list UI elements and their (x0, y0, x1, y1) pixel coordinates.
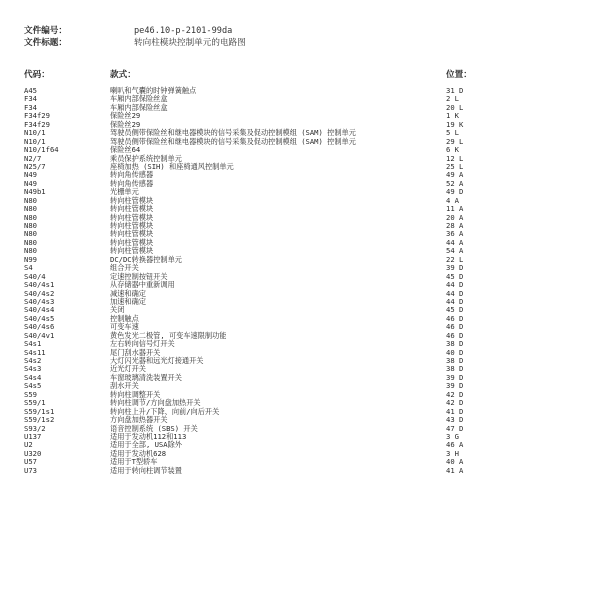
table-row (0, 306, 601, 314)
component-description: 喇叭和气囊的时钟弹簧触点 (110, 86, 197, 95)
table-row (0, 450, 601, 458)
component-list (0, 87, 601, 475)
table-row (0, 391, 601, 399)
component-description: 刮水开关 (110, 381, 139, 391)
component-code: N10/1 (24, 128, 46, 138)
component-position: 40 A (446, 457, 464, 467)
component-code: U57 (24, 457, 37, 467)
component-description: 乘员保护系统控制单元 (110, 153, 182, 163)
component-position: 44 D (446, 280, 464, 290)
component-description: 转向柱管模块 (110, 221, 154, 230)
component-description: 减速和确定 (110, 288, 146, 298)
table-row (0, 458, 601, 466)
component-code: N80 (24, 204, 37, 214)
component-code: N80 (24, 246, 37, 256)
table-row (0, 222, 601, 230)
component-description: 黄色发光二极管, 可变车速限制功能 (110, 330, 227, 340)
doc-title-value: 转向柱模块控制单元的电路图 (134, 38, 246, 48)
component-description: 适用于转向柱调节装置 (110, 465, 182, 475)
table-row (0, 408, 601, 416)
component-code: S40/4s3 (24, 296, 55, 306)
component-position: 20 A (446, 212, 464, 222)
component-description: 车厢内部保险丝盒 (110, 102, 168, 112)
component-code: S59/1 (24, 398, 46, 408)
component-code: N49 (24, 170, 37, 180)
component-position: 46 D (446, 322, 464, 332)
component-code: S4s11 (24, 347, 46, 357)
component-description: 转向柱管模块 (110, 246, 154, 256)
table-row (0, 323, 601, 331)
component-position: 44 D (446, 288, 464, 298)
component-code: S40/4 (24, 271, 46, 281)
component-position: 1 K (446, 111, 459, 121)
table-row (0, 382, 601, 390)
table-row (0, 467, 601, 475)
component-code: S4s4 (24, 372, 42, 382)
component-position: 42 D (446, 398, 464, 408)
component-code: N10/1 (24, 136, 46, 146)
component-description: 方向盘加热器开关 (110, 415, 168, 425)
component-position: 39 D (446, 263, 464, 273)
component-position: 49 A (446, 170, 464, 180)
component-description: 转向柱管模块 (110, 212, 154, 222)
component-code: U320 (24, 448, 42, 458)
component-position: 47 D (446, 423, 464, 433)
table-row (0, 357, 601, 365)
column-header-code: 代码： (24, 70, 50, 80)
component-code: N49b1 (24, 187, 46, 197)
table-row (0, 239, 601, 247)
component-position: 11 A (446, 204, 464, 214)
component-description: 关闭 (110, 305, 125, 315)
component-code: U2 (24, 440, 33, 450)
component-code: S40/4s1 (24, 280, 55, 290)
component-description: 组合开关 (110, 263, 139, 273)
table-row (0, 214, 601, 222)
component-code: S4s3 (24, 364, 42, 374)
component-description: 左右转向信号灯开关 (110, 339, 175, 349)
table-row (0, 155, 601, 163)
component-description: 控制触点 (110, 313, 139, 323)
component-description: 大灯闪光器和远光灯接通开关 (110, 356, 204, 365)
component-description: 转向角传感器 (110, 178, 154, 188)
component-code: S59/1s2 (24, 415, 55, 425)
component-description: 转向柱管模块 (110, 204, 154, 214)
component-position: 3 H (446, 448, 459, 458)
component-position: 45 D (446, 271, 464, 281)
table-row (0, 273, 601, 281)
component-code: S40/4s5 (24, 313, 55, 323)
table-row (0, 188, 601, 196)
doc-number-value: pe46.10-p-2101-99da (134, 26, 233, 36)
table-row (0, 349, 601, 357)
component-code: F34 (24, 94, 37, 104)
component-description: 座椅加热 (SIH) 和座椅通风控制单元 (110, 161, 234, 171)
doc-title-label: 文件标题： (24, 38, 67, 48)
table-row (0, 87, 601, 95)
component-description: 转向柱调节/方向盘加热开关 (110, 398, 201, 408)
component-description: 可变车速 (110, 322, 139, 332)
component-position: 3 G (446, 431, 459, 441)
table-row (0, 230, 601, 238)
component-position: 20 L (446, 102, 464, 112)
component-position: 54 A (446, 246, 464, 256)
component-description: 保险丝29 (110, 119, 141, 129)
table-row (0, 374, 601, 382)
component-code: N2/7 (24, 153, 42, 163)
component-code: F34f29 (24, 119, 50, 129)
component-code: N80 (24, 212, 37, 222)
component-description: 从存储器中重新调用 (110, 280, 175, 290)
component-description: 适用于全部, USA除外 (110, 440, 182, 450)
component-description: 转向柱管模块 (110, 229, 154, 239)
table-row (0, 205, 601, 213)
table-row (0, 315, 601, 323)
component-code: S40/4s6 (24, 322, 55, 332)
component-position: 41 A (446, 465, 464, 475)
column-header-position: 位置： (446, 70, 472, 80)
component-code: S4s2 (24, 356, 42, 365)
table-row (0, 95, 601, 103)
table-row (0, 399, 601, 407)
component-description: DC/DC转换器控制单元 (110, 254, 182, 264)
component-code: S4s5 (24, 381, 42, 391)
component-position: 42 D (446, 389, 464, 399)
component-description: 驾驶员侧带保险丝和继电器模块的信号采集及促动控制模组 (SAM) 控制单元 (110, 136, 356, 146)
table-row (0, 197, 601, 205)
component-code: U137 (24, 431, 42, 441)
component-code: F34 (24, 102, 37, 112)
component-description: 适用于发动机628 (110, 448, 167, 458)
component-position: 49 D (446, 187, 464, 197)
table-row (0, 425, 601, 433)
component-description: 转向柱上升/下降、向前/向后开关 (110, 406, 220, 416)
component-position: 41 D (446, 406, 464, 416)
table-row (0, 138, 601, 146)
component-description: 车厢内部保险丝盒 (110, 94, 168, 104)
component-code: N25/7 (24, 161, 46, 171)
component-code: S40/4v1 (24, 330, 55, 340)
component-description: 尾门刮水器开关 (110, 347, 161, 357)
component-position: 46 D (446, 330, 464, 340)
table-row (0, 104, 601, 112)
component-code: N80 (24, 229, 37, 239)
component-position: 38 D (446, 356, 464, 365)
component-description: 保险丝64 (110, 145, 141, 155)
component-code: S40/4s2 (24, 288, 55, 298)
table-row (0, 264, 601, 272)
component-description: 适用于T型轿车 (110, 457, 158, 467)
component-description: 加速和确定 (110, 296, 146, 306)
component-position: 4 A (446, 195, 459, 205)
component-position: 12 L (446, 153, 464, 163)
component-position: 44 A (446, 237, 464, 247)
component-description: 定速控制按钮开关 (110, 271, 168, 281)
table-row (0, 256, 601, 264)
component-description: 转向柱管模块 (110, 195, 154, 205)
table-row (0, 163, 601, 171)
component-position: 46 D (446, 313, 464, 323)
component-code: N80 (24, 195, 37, 205)
table-row (0, 365, 601, 373)
component-code: N49 (24, 178, 37, 188)
component-position: 43 D (446, 415, 464, 425)
component-code: N10/1f64 (24, 145, 59, 155)
component-position: 22 L (446, 254, 464, 264)
table-row (0, 332, 601, 340)
component-code: S4 (24, 263, 33, 273)
table-row (0, 281, 601, 289)
component-position: 44 D (446, 296, 464, 306)
table-row (0, 112, 601, 120)
table-row (0, 433, 601, 441)
component-position: 29 L (446, 136, 464, 146)
component-code: N80 (24, 221, 37, 230)
component-position: 25 L (446, 161, 464, 171)
component-position: 2 L (446, 94, 459, 104)
component-position: 5 L (446, 128, 459, 138)
component-description: 光栅单元 (110, 187, 139, 197)
component-code: S40/4s4 (24, 305, 55, 315)
component-code: S59 (24, 389, 37, 399)
component-description: 转向柱管模块 (110, 237, 154, 247)
component-code: S59/1s1 (24, 406, 55, 416)
component-description: 语音控制系统 (SBS) 开关 (110, 423, 198, 433)
component-code: U73 (24, 465, 37, 475)
table-row (0, 441, 601, 449)
component-code: N80 (24, 237, 37, 247)
table-row (0, 180, 601, 188)
component-position: 46 A (446, 440, 464, 450)
component-description: 近光灯开关 (110, 364, 146, 374)
component-position: 39 D (446, 381, 464, 391)
component-code: F34f29 (24, 111, 50, 121)
component-position: 28 A (446, 221, 464, 230)
component-position: 31 D (446, 86, 464, 95)
component-position: 38 D (446, 339, 464, 349)
component-description: 保险丝29 (110, 111, 141, 121)
component-code: S93/2 (24, 423, 46, 433)
component-code: N99 (24, 254, 37, 264)
component-position: 39 D (446, 372, 464, 382)
component-description: 车窗玻璃清洗装置开关 (110, 372, 182, 382)
component-position: 38 D (446, 364, 464, 374)
table-row (0, 247, 601, 255)
component-description: 转向角传感器 (110, 170, 154, 180)
component-position: 6 K (446, 145, 459, 155)
component-position: 45 D (446, 305, 464, 315)
component-description: 转向柱调整开关 (110, 389, 161, 399)
doc-number-label: 文件编号： (24, 26, 67, 36)
table-row (0, 416, 601, 424)
component-description: 驾驶员侧带保险丝和继电器模块的信号采集及促动控制模组 (SAM) 控制单元 (110, 128, 356, 138)
column-header-description: 款式： (110, 70, 136, 80)
table-row (0, 298, 601, 306)
component-code: S4s1 (24, 339, 42, 349)
table-row (0, 290, 601, 298)
component-description: 适用于发动机112和113 (110, 431, 187, 441)
table-row (0, 340, 601, 348)
component-position: 52 A (446, 178, 464, 188)
component-position: 19 K (446, 119, 464, 129)
component-position: 40 D (446, 347, 464, 357)
component-position: 36 A (446, 229, 464, 239)
component-code: A45 (24, 86, 37, 95)
table-row (0, 171, 601, 179)
table-row (0, 146, 601, 154)
